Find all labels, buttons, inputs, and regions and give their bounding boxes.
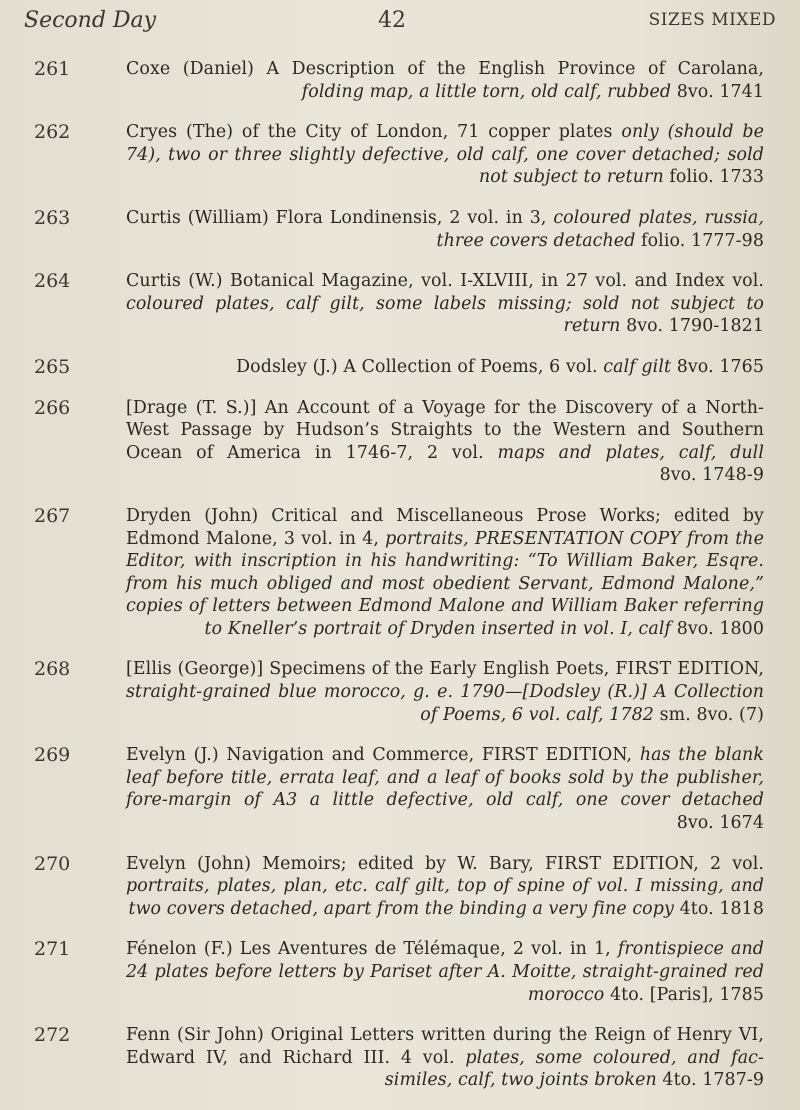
- lot-title: Fenn (Sir John) Original Letters written during the Reign of Henry VI, Edward IV, and Richard III. 4 vol.: [126, 1025, 764, 1068]
- lot-condition: has the blank leaf before title, errata leaf, and a leaf of books sold by the publisher, fore-margin of A3 a little defective, old calf, one cover detached: [126, 745, 764, 811]
- lot-description: [126, 938, 764, 1006]
- lot-imprint: 8vo. 1765: [676, 356, 764, 377]
- lot-entry: [34, 397, 764, 487]
- lot-condition: straight-grained blue morocco, g. e. 1790—[Dodsley (R.)] A Collection of Poems, 6 vol. calf, 1782: [126, 682, 764, 725]
- lot-number: 272: [34, 1024, 71, 1047]
- lot-title: Coxe (Daniel) A Description of the English Province of Carolana,: [126, 59, 764, 79]
- lot-description: [126, 658, 764, 726]
- lot-entry: [34, 270, 764, 338]
- lot-imprint: 8vo. 1790-1821: [626, 316, 764, 337]
- lot-title: Cryes (The) of the City of London, 71 copper plates: [126, 122, 613, 143]
- lot-description: [126, 58, 764, 103]
- lot-imprint: 8vo. 1748-9: [659, 465, 764, 486]
- lot-title: Evelyn (J.) Navigation and Commerce, FIRST EDITION,: [126, 745, 633, 766]
- lot-imprint: 4to. [Paris], 1785: [609, 984, 764, 1005]
- lot-description: [126, 744, 764, 834]
- lot-imprint: 8vo. 1741: [676, 81, 764, 102]
- lot-number: 263: [34, 206, 71, 229]
- lot-number: 269: [34, 744, 71, 767]
- page-number: 42: [378, 8, 406, 33]
- lot-imprint: folio. 1777-98: [641, 230, 764, 251]
- lot-title: Dryden (John) Critical and Miscellaneous Prose Works; edited by Edmond Malone, 3 vol. in 4,: [126, 505, 764, 549]
- header-sale-day: Second Day: [24, 8, 157, 33]
- lot-title: Evelyn (John) Memoirs; edited by W. Bary, FIRST EDITION, 2 vol.: [126, 853, 764, 874]
- lot-condition: coloured plates, calf gilt, some labels missing; sold not subject to return: [126, 293, 764, 337]
- lot-imprint: 8vo. 1800: [676, 618, 764, 639]
- lot-imprint: folio. 1733: [669, 167, 764, 188]
- lot-entry: [34, 356, 764, 379]
- lot-condition: only (should be 74), two or three slightly defective, old calf, one cover detached; sold not subject to return: [126, 122, 764, 188]
- lot-imprint: 4to. 1818: [679, 898, 764, 919]
- lot-entry: [34, 744, 764, 834]
- lot-number: 268: [34, 658, 71, 681]
- lot-condition: portraits, plates, plan, etc. calf gilt, top of spine of vol. I missing, and two covers detached, apart from the binding a very fine copy: [126, 876, 764, 919]
- lot-description: [126, 270, 764, 338]
- lot-condition: plates, some coloured, and fac-similes, calf, two joints broken: [384, 1047, 764, 1091]
- lot-number: 266: [34, 396, 71, 419]
- lot-imprint: 8vo. 1674: [676, 813, 764, 834]
- lot-description: [126, 1024, 764, 1092]
- lot-entry: [34, 207, 764, 252]
- lot-title: Dodsley (J.) A Collection of Poems, 6 vol.: [236, 356, 598, 377]
- lot-imprint: sm. 8vo. (7): [659, 704, 764, 725]
- lot-number: 267: [34, 504, 71, 527]
- lot-list: [34, 58, 764, 1110]
- lot-number: 261: [34, 58, 71, 80]
- lot-description: [126, 505, 764, 641]
- lot-title: [Drage (T. S.)] An Account of a Voyage for the Discovery of a North-West Passage by Hudson’s Straights to the Western and Southern Ocean of America in 1746-7, 2 vol.: [126, 397, 764, 463]
- lot-description: [126, 853, 764, 921]
- lot-number: 271: [34, 938, 71, 961]
- lot-description: [126, 397, 764, 487]
- lot-condition: calf gilt: [603, 356, 672, 377]
- lot-entry: [34, 853, 764, 921]
- lot-condition: folding map, a little torn, old calf, rubbed: [301, 81, 672, 102]
- lot-entry: [34, 1024, 764, 1092]
- lot-condition: portraits, PRESENTATION COPY from the Editor, with inscription in his handwriting: “To William Baker, Esqre. from his much obliged and most obedient Servant, Edmond Malone,” copies of letters between Edmond Malone and William Baker referring to Kneller’s portrait of Dryden inserted in vol. I, calf: [126, 528, 764, 639]
- lot-description: [126, 121, 764, 189]
- lot-description: [126, 207, 764, 252]
- lot-entry: [34, 505, 764, 641]
- lot-number: 265: [34, 355, 71, 378]
- lot-description: [126, 356, 764, 379]
- lot-condition: frontispiece and 24 plates before letters by Pariset after A. Moitte, straight-grained red morocco: [126, 939, 764, 1005]
- page-header: [24, 8, 776, 40]
- lot-number: 270: [34, 852, 71, 875]
- lot-imprint: 4to. 1787-9: [662, 1070, 764, 1091]
- lot-number: 262: [34, 121, 71, 144]
- lot-number: 264: [34, 270, 71, 293]
- lot-entry: [34, 938, 764, 1006]
- lot-title: Fénelon (F.) Les Aventures de Télémaque, 2 vol. in 1,: [126, 939, 611, 960]
- lot-condition: coloured plates, russia, three covers detached: [436, 207, 764, 251]
- lot-condition: maps and plates, calf, dull: [497, 442, 764, 463]
- lot-title: Curtis (William) Flora Londinensis, 2 vol. in 3,: [126, 207, 547, 228]
- lot-title: [Ellis (George)] Specimens of the Early English Poets, FIRST EDITION,: [126, 659, 764, 680]
- lot-entry: [34, 121, 764, 189]
- lot-entry: [34, 58, 764, 103]
- lot-entry: [34, 658, 764, 726]
- lot-title: Curtis (W.) Botanical Magazine, vol. I-XLVIII, in 27 vol. and Index vol.: [126, 271, 764, 292]
- header-section: SIZES MIXED: [648, 10, 776, 30]
